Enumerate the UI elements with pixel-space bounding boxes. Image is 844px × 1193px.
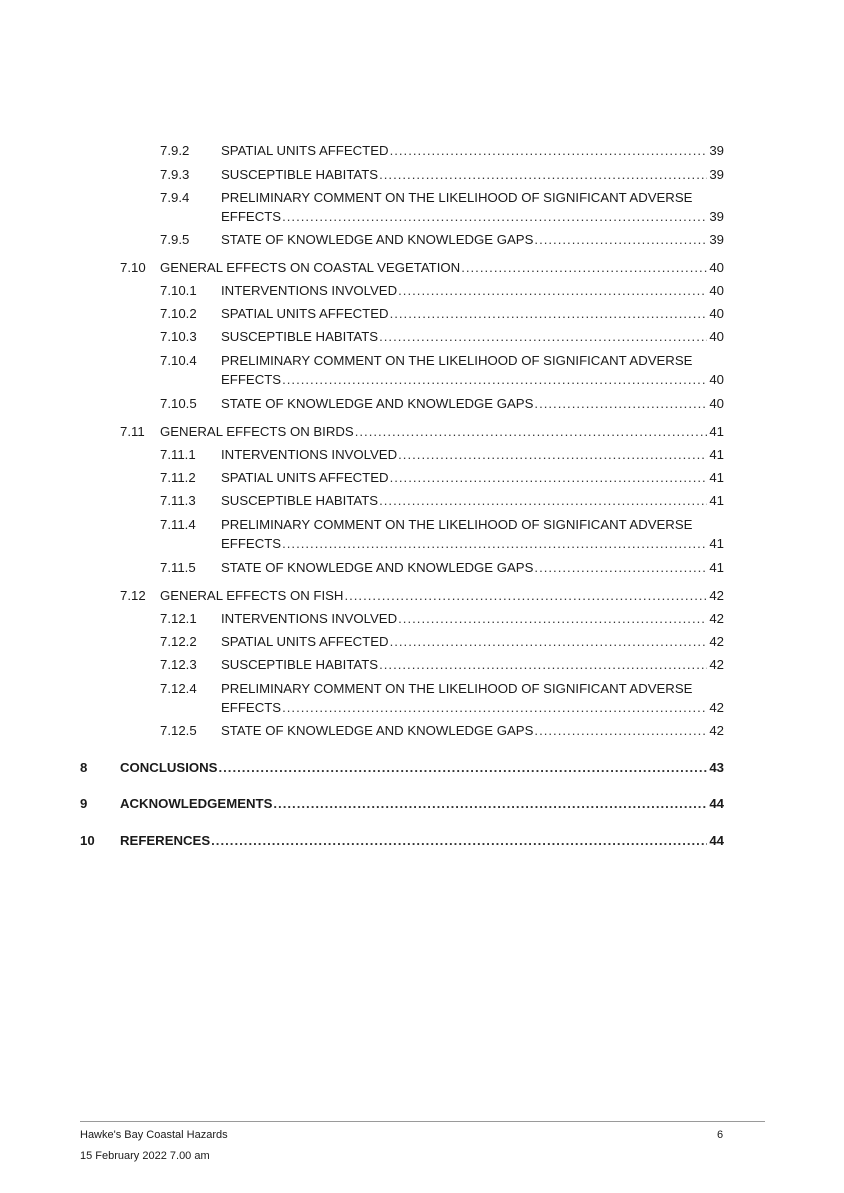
dot-leader	[355, 424, 708, 440]
dot-leader	[273, 796, 707, 812]
toc-entry-page: 41	[709, 536, 724, 551]
toc-entry-title-continued: EFFECTS	[221, 700, 282, 715]
toc-entry-title: PRELIMINARY COMMENT ON THE LIKELIHOOD OF SIGNIFICANT ADVERSE	[221, 353, 693, 368]
toc-entry-title: SUSCEPTIBLE HABITATS	[221, 657, 379, 672]
toc-entry-title: SPATIAL UNITS AFFECTED	[221, 306, 389, 321]
dot-leader	[534, 232, 707, 248]
toc-entry-page: 40	[709, 372, 724, 387]
dot-leader	[379, 329, 707, 345]
toc-entry-number: 7.10.1	[160, 283, 197, 298]
dot-leader	[379, 167, 707, 183]
toc-entry-title-continued: EFFECTS	[221, 536, 282, 551]
dot-leader	[379, 493, 707, 509]
toc-entry-title: SPATIAL UNITS AFFECTED	[221, 470, 389, 485]
toc-entry-number: 7.10.2	[160, 306, 197, 321]
toc-entry-title-continued: EFFECTS	[221, 209, 282, 224]
dot-leader	[379, 657, 707, 673]
dot-leader	[534, 723, 707, 739]
toc-entry-number: 10	[80, 833, 95, 848]
dot-leader	[534, 560, 707, 576]
dot-leader	[390, 306, 708, 322]
dot-leader	[390, 470, 708, 486]
toc-entry-title: INTERVENTIONS INVOLVED	[221, 283, 398, 298]
toc-entry-number: 8	[80, 760, 88, 775]
toc-entry-title: GENERAL EFFECTS ON COASTAL VEGETATION	[160, 260, 461, 275]
toc-entry-title: PRELIMINARY COMMENT ON THE LIKELIHOOD OF SIGNIFICANT ADVERSE	[221, 517, 693, 532]
footer-document-title: Hawke's Bay Coastal Hazards	[80, 1129, 228, 1141]
toc-entry-page: 41	[709, 424, 724, 439]
toc-entry-title: SUSCEPTIBLE HABITATS	[221, 167, 379, 182]
dot-leader	[390, 634, 708, 650]
toc-entry-number: 9	[80, 796, 88, 811]
toc-entry-number: 7.11	[120, 424, 145, 439]
toc-entry-page: 40	[709, 283, 724, 298]
dot-leader	[282, 209, 707, 225]
toc-entry-number: 7.12.3	[160, 657, 197, 672]
toc-entry-title-continued: EFFECTS	[221, 372, 282, 387]
dot-leader	[218, 760, 707, 776]
toc-entry-title: ACKNOWLEDGEMENTS	[120, 796, 273, 811]
toc-entry-page: 41	[709, 470, 724, 485]
toc-entry-title: SPATIAL UNITS AFFECTED	[221, 143, 389, 158]
toc-entry-title: GENERAL EFFECTS ON FISH	[160, 588, 344, 603]
toc-entry-title: SPATIAL UNITS AFFECTED	[221, 634, 389, 649]
dot-leader	[390, 143, 708, 159]
toc-entry-page: 40	[709, 306, 724, 321]
toc-entry-number: 7.10.3	[160, 329, 197, 344]
toc-entry-number: 7.10.4	[160, 353, 197, 368]
toc-entry-title: STATE OF KNOWLEDGE AND KNOWLEDGE GAPS	[221, 560, 534, 575]
toc-entry-page: 42	[709, 700, 724, 715]
toc-entry-page: 39	[709, 167, 724, 182]
toc-entry-title: SUSCEPTIBLE HABITATS	[221, 329, 379, 344]
toc-entry-page: 43	[709, 760, 724, 775]
toc-entry-title: STATE OF KNOWLEDGE AND KNOWLEDGE GAPS	[221, 723, 534, 738]
toc-entry-page: 42	[709, 723, 724, 738]
toc-entry-number: 7.11.2	[160, 470, 196, 485]
toc-entry-page: 44	[709, 796, 724, 811]
toc-entry-number: 7.11.3	[160, 493, 196, 508]
toc-entry-page: 41	[709, 493, 724, 508]
toc-entry-number: 7.10.5	[160, 396, 197, 411]
toc-entry-number: 7.9.5	[160, 232, 190, 247]
toc-entry-number: 7.12.1	[160, 611, 197, 626]
dot-leader	[282, 372, 707, 388]
toc-entry-number: 7.12	[120, 588, 146, 603]
dot-leader	[211, 833, 707, 849]
dot-leader	[282, 536, 707, 552]
footer-divider	[80, 1121, 765, 1122]
toc-entry-number: 7.11.4	[160, 517, 196, 532]
toc-entry-number: 7.12.2	[160, 634, 197, 649]
footer-date: 15 February 2022 7.00 am	[80, 1150, 210, 1162]
toc-entry-page: 39	[709, 209, 724, 224]
toc-entry-title: REFERENCES	[120, 833, 211, 848]
dot-leader	[398, 283, 707, 299]
toc-entry-page: 39	[709, 232, 724, 247]
toc-entry-title: PRELIMINARY COMMENT ON THE LIKELIHOOD OF SIGNIFICANT ADVERSE	[221, 681, 693, 696]
toc-entry-page: 40	[709, 329, 724, 344]
toc-entry-number: 7.11.5	[160, 560, 196, 575]
toc-entry-title: STATE OF KNOWLEDGE AND KNOWLEDGE GAPS	[221, 232, 534, 247]
toc-entry-title: INTERVENTIONS INVOLVED	[221, 447, 398, 462]
toc-entry-page: 41	[709, 447, 724, 462]
toc-entry-number: 7.9.2	[160, 143, 190, 158]
dot-leader	[461, 260, 707, 276]
toc-entry-number: 7.9.3	[160, 167, 190, 182]
toc-entry-title: INTERVENTIONS INVOLVED	[221, 611, 398, 626]
dot-leader	[398, 447, 707, 463]
dot-leader	[344, 588, 707, 604]
toc-entry-number: 7.11.1	[160, 447, 196, 462]
footer-page-number: 6	[717, 1129, 724, 1141]
dot-leader	[282, 700, 707, 716]
toc-entry-title: CONCLUSIONS	[120, 760, 218, 775]
toc-entry-page: 41	[709, 560, 724, 575]
dot-leader	[398, 611, 707, 627]
toc-entry-page: 42	[709, 634, 724, 649]
toc-entry-page: 42	[709, 657, 724, 672]
toc-entry-number: 7.10	[120, 260, 146, 275]
toc-entry-page: 42	[709, 611, 724, 626]
toc-entry-number: 7.12.5	[160, 723, 197, 738]
toc-entry-page: 42	[709, 588, 724, 603]
toc-entry-title: SUSCEPTIBLE HABITATS	[221, 493, 379, 508]
toc-entry-page: 40	[709, 260, 724, 275]
toc-entry-title: GENERAL EFFECTS ON BIRDS	[160, 424, 354, 439]
toc-entry-title: PRELIMINARY COMMENT ON THE LIKELIHOOD OF SIGNIFICANT ADVERSE	[221, 190, 693, 205]
toc-entry-page: 40	[709, 396, 724, 411]
toc-entry-page: 44	[709, 833, 724, 848]
dot-leader	[534, 396, 707, 412]
toc-entry-number: 7.12.4	[160, 681, 197, 696]
toc-entry-title: STATE OF KNOWLEDGE AND KNOWLEDGE GAPS	[221, 396, 534, 411]
toc-entry-page: 39	[709, 143, 724, 158]
toc-entry-number: 7.9.4	[160, 190, 190, 205]
